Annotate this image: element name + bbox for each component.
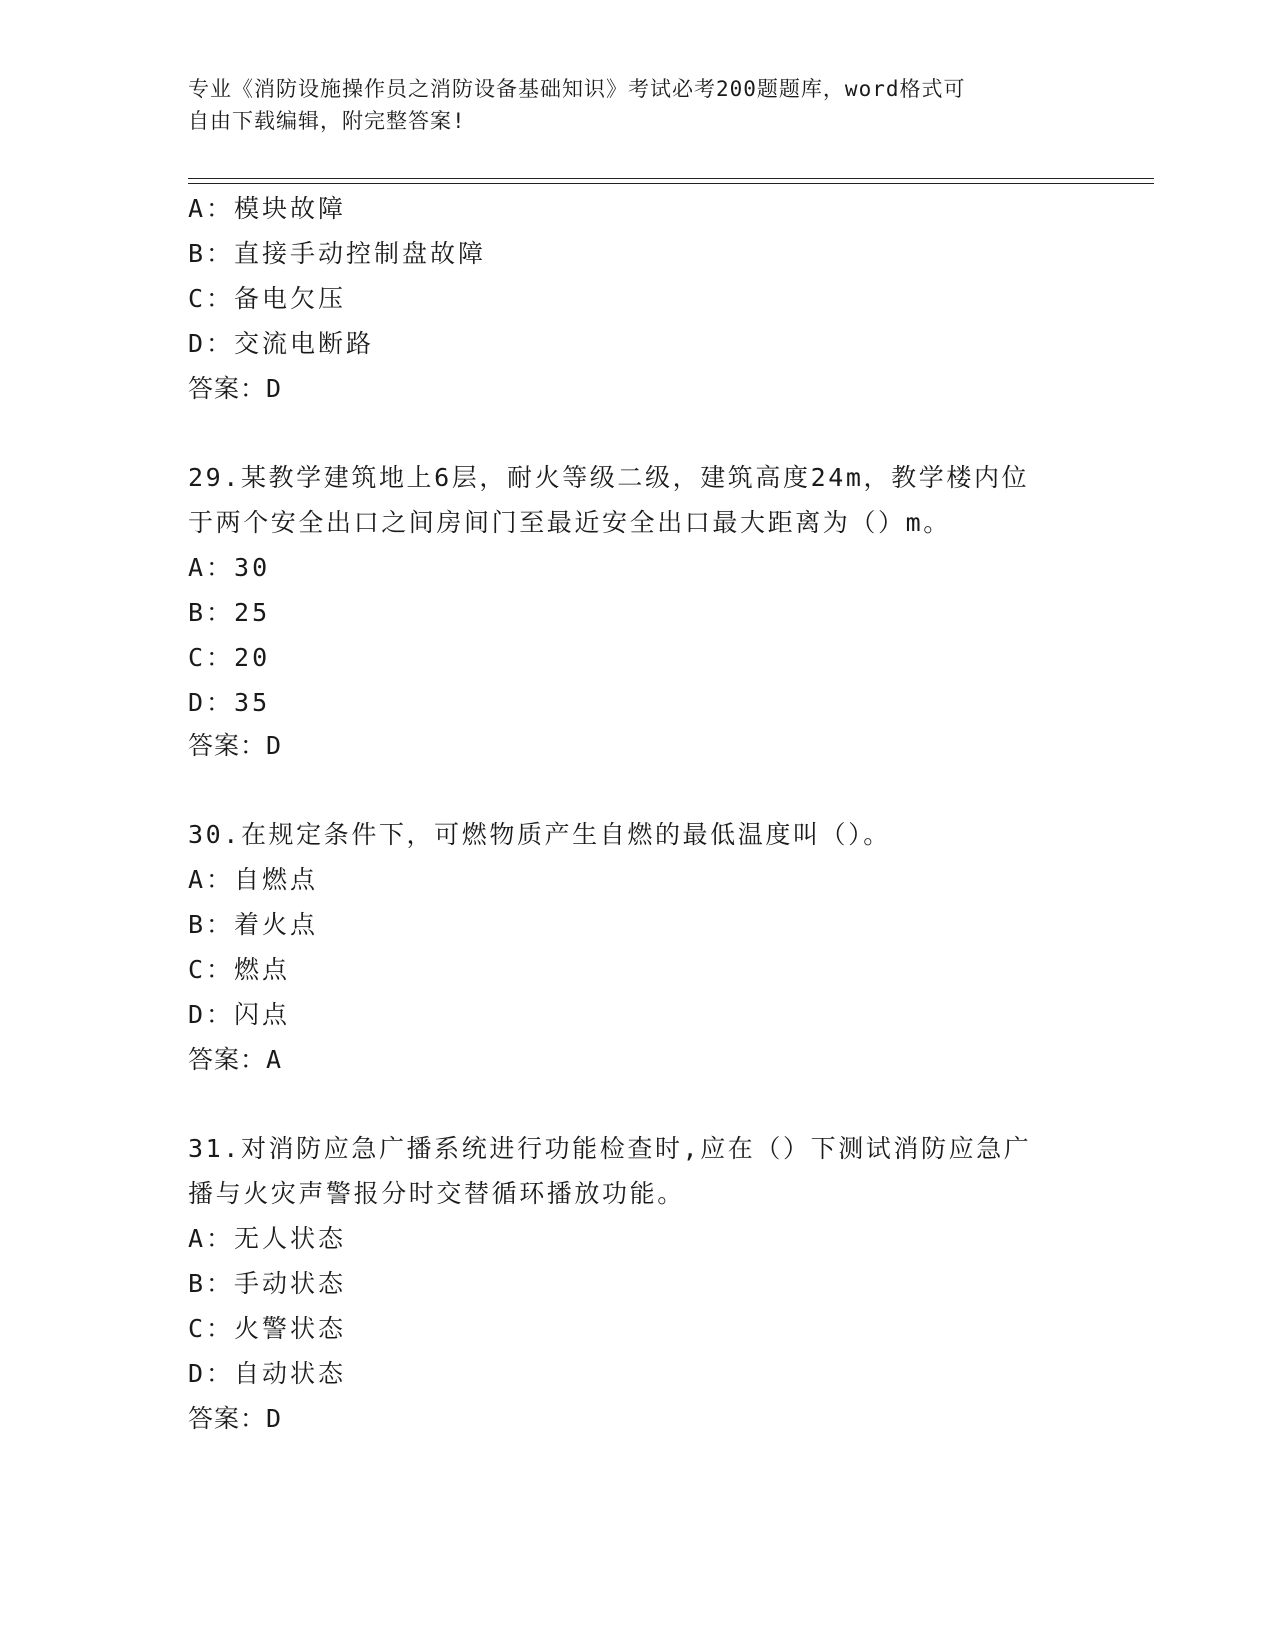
q29-answer: 答案：D [188,731,283,760]
document-header [188,73,1088,137]
q30-stem-line-1: 30.在规定条件下，可燃物质产生自燃的最低温度叫（）。 [188,820,891,849]
q30-answer: 答案：A [188,1045,283,1074]
q29-option-d: D：35 [188,688,271,717]
q29-option-a: A：30 [188,553,271,582]
q29-stem-line-2: 于两个安全出口之间房间门至最近安全出口最大距离为（）m。 [188,508,951,537]
q28-option-b: B：直接手动控制盘故障 [188,239,487,268]
q31-answer: 答案：D [188,1404,283,1433]
q30-option-d: D：闪点 [188,1000,291,1029]
q31-stem-line-2: 播与火灾声警报分时交替循环播放功能。 [188,1179,685,1208]
q29-option-b: B：25 [188,598,271,627]
header-rule-bottom [188,183,1154,184]
header-rule-top [188,178,1154,179]
q28-answer: 答案：D [188,374,283,403]
q28-option-d: D：交流电断路 [188,329,375,358]
q29-option-c: C：20 [188,643,271,672]
q30-option-a: A：自燃点 [188,865,319,894]
header-line-2: 自由下载编辑，附完整答案! [188,109,466,133]
q28-option-a: A：模块故障 [188,194,347,223]
q30-option-c: C：燃点 [188,955,291,984]
q30-option-b: B：着火点 [188,910,319,939]
q31-stem-line-1: 31.对消防应急广播系统进行功能检查时,应在（）下测试消防应急广 [188,1134,1032,1163]
q31-option-a: A：无人状态 [188,1224,347,1253]
q28-option-c: C：备电欠压 [188,284,347,313]
q29-stem-line-1: 29.某教学建筑地上6层，耐火等级二级，建筑高度24m，教学楼内位 [188,463,1030,492]
q31-option-b: B：手动状态 [188,1269,347,1298]
q31-option-c: C：火警状态 [188,1314,347,1343]
q31-option-d: D：自动状态 [188,1359,347,1388]
header-line-1: 专业《消防设施操作员之消防设备基础知识》考试必考200题题库，word格式可 [188,77,966,101]
